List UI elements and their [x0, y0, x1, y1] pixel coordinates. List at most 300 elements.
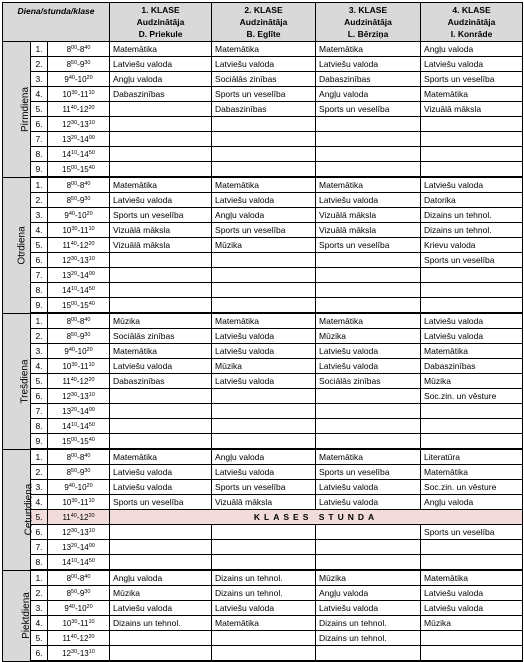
time-minutes: 40 [84, 317, 91, 323]
subject-cell: Matemātika [212, 42, 316, 57]
subject-cell: Latviešu valoda [212, 344, 316, 359]
subject-cell: Dizains un tehnol. [421, 223, 523, 238]
time-hour: 8 [66, 317, 72, 326]
time-hour: 8 [66, 589, 72, 598]
table-row [3, 404, 523, 419]
subject-cell [110, 525, 212, 540]
time-hour: 8 [66, 60, 72, 69]
subject-cell: Matemātika [212, 177, 316, 193]
lesson-number: 5. [31, 510, 48, 525]
subject-cell: Latviešu valoda [110, 359, 212, 374]
subject-cell: Latviešu valoda [316, 480, 421, 495]
subject-cell: Angļu valoda [110, 570, 212, 586]
lesson-number: 2. [31, 329, 48, 344]
lesson-time: $9^{40}-10^{20}$ [48, 601, 110, 616]
class-teacher: D. Priekule [138, 29, 183, 39]
table-row [3, 117, 523, 132]
subject-cell [316, 646, 421, 662]
subject-cell [110, 434, 212, 450]
subject-cell [110, 253, 212, 268]
lesson-number: 4. [31, 616, 48, 631]
day-name: Piektdiena [20, 592, 32, 639]
time-minutes: 00 [88, 407, 95, 413]
subject-cell: Dabaszinības [421, 359, 523, 374]
time-hour: 11 [80, 90, 89, 99]
time-minutes: 50 [71, 60, 78, 66]
subject-cell: Vizuālā māksla [316, 208, 421, 223]
subject-cell: Matemātika [110, 42, 212, 57]
time-minutes: 30 [71, 120, 78, 126]
time-hour: 14 [62, 150, 72, 159]
subject-cell [421, 631, 523, 646]
table-row [3, 434, 523, 450]
lesson-number: 6. [31, 389, 48, 404]
time-hour: 8 [79, 317, 85, 326]
subject-cell: Matemātika [110, 344, 212, 359]
corner-header: Diena/stunda/klase [3, 3, 110, 42]
subject-cell [316, 298, 421, 314]
time-minutes: 20 [88, 241, 95, 247]
lesson-number: 7. [31, 404, 48, 419]
time-minutes: 10 [88, 120, 95, 126]
table-row [3, 525, 523, 540]
subject-cell [110, 555, 212, 571]
time-hour: 13 [62, 271, 72, 280]
subject-cell: Sports un veselība [316, 102, 421, 117]
lesson-number: 1. [31, 177, 48, 193]
day-label [3, 313, 31, 449]
time-minutes: 30 [71, 498, 78, 504]
subject-cell [421, 268, 523, 283]
subject-cell: Latviešu valoda [421, 586, 523, 601]
lesson-time: $8^{00}-8^{40}$ [48, 313, 110, 329]
subject-cell [316, 117, 421, 132]
time-minutes: 00 [71, 437, 78, 443]
subject-cell: Sports un veselība [316, 465, 421, 480]
class-header-1 [110, 3, 212, 42]
subject-cell: Dabaszinības [110, 374, 212, 389]
lesson-number: 1. [31, 42, 48, 57]
class-name: 4. KLASE [452, 5, 491, 15]
time-minutes: 20 [86, 483, 93, 489]
table-row [3, 208, 523, 223]
subject-cell [316, 147, 421, 162]
timetable [2, 2, 523, 662]
lesson-number: 4. [31, 223, 48, 238]
time-hour: 10 [62, 90, 72, 99]
subject-cell: Latviešu valoda [316, 344, 421, 359]
lesson-time: $12^{30}-13^{10}$ [48, 525, 110, 540]
time-minutes: 00 [71, 301, 78, 307]
subject-cell: Latviešu valoda [212, 57, 316, 72]
time-hour: 10 [62, 498, 72, 507]
subject-cell: Dizains un tehnol. [110, 616, 212, 631]
subject-cell [212, 283, 316, 298]
day-label [3, 449, 35, 570]
time-minutes: 50 [88, 558, 95, 564]
subject-cell [316, 555, 421, 571]
time-minutes: 40 [68, 347, 75, 353]
time-hour: 10 [62, 226, 72, 235]
lesson-number: 2. [31, 193, 48, 208]
time-hour: 9 [64, 604, 69, 613]
subject-cell: Latviešu valoda [212, 193, 316, 208]
subject-cell: Vizuālā māksla [110, 238, 212, 253]
time-minutes: 30 [84, 468, 91, 474]
subject-cell [110, 102, 212, 117]
time-hour: 8 [79, 574, 85, 583]
time-minutes: 40 [70, 634, 77, 640]
class-role: Audzinātāja [239, 17, 288, 27]
time-minutes: 50 [88, 422, 95, 428]
subject-cell: Latviešu valoda [212, 374, 316, 389]
time-minutes: 40 [68, 75, 75, 81]
subject-cell [421, 283, 523, 298]
subject-cell [212, 540, 316, 555]
lesson-time: $12^{30}-13^{10}$ [48, 253, 110, 268]
lesson-number: 7. [31, 540, 48, 555]
subject-cell [110, 268, 212, 283]
subject-cell: Vizuālā māksla [212, 495, 316, 510]
lesson-time: $10^{30}-11^{10}$ [48, 616, 110, 631]
subject-cell: Matemātika [110, 177, 212, 193]
table-row [3, 268, 523, 283]
lesson-number: 3. [31, 72, 48, 87]
lesson-time: $8^{00}-8^{40}$ [48, 449, 110, 465]
subject-cell: Dabaszinības [212, 102, 316, 117]
subject-cell [212, 253, 316, 268]
time-minutes: 40 [84, 181, 91, 187]
table-row [3, 616, 523, 631]
time-hour: 11 [62, 634, 71, 643]
time-hour: 9 [64, 347, 69, 356]
time-minutes: 30 [84, 196, 91, 202]
time-minutes: 40 [84, 453, 91, 459]
subject-cell: Latviešu valoda [212, 465, 316, 480]
time-hour: 9 [79, 589, 85, 598]
lesson-time: $8^{00}-8^{40}$ [48, 177, 110, 193]
subject-cell: Mūzika [212, 359, 316, 374]
day-label [3, 177, 31, 313]
subject-cell: Latviešu valoda [316, 601, 421, 616]
lesson-number: 4. [31, 87, 48, 102]
time-hour: 12 [79, 241, 89, 250]
table-row [3, 223, 523, 238]
class-teacher: L. Bērziņa [347, 29, 389, 39]
subject-cell: Vizuālā māksla [110, 223, 212, 238]
time-hour: 13 [79, 392, 89, 401]
table-row [3, 586, 523, 601]
time-hour: 8 [79, 453, 85, 462]
table-row [3, 162, 523, 178]
time-hour: 11 [62, 377, 71, 386]
lesson-time: $11^{40}-12^{20}$ [48, 102, 110, 117]
subject-cell: Latviešu valoda [421, 177, 523, 193]
subject-cell: Matemātika [421, 570, 523, 586]
time-minutes: 30 [71, 90, 78, 96]
time-hour: 10 [77, 347, 87, 356]
time-minutes: 40 [84, 574, 91, 580]
lesson-number: 2. [31, 586, 48, 601]
class-header-2 [212, 3, 316, 42]
subject-cell: Dabaszinības [110, 87, 212, 102]
table-row [3, 465, 523, 480]
lesson-number: 6. [31, 646, 48, 662]
time-hour: 15 [62, 437, 72, 446]
class-role: Audzinātāja [344, 17, 392, 27]
time-minutes: 10 [71, 150, 78, 156]
time-minutes: 20 [86, 75, 93, 81]
subject-cell: Sports un veselība [212, 480, 316, 495]
subject-cell [212, 389, 316, 404]
time-minutes: 30 [71, 528, 78, 534]
subject-cell: Angļu valoda [316, 87, 421, 102]
subject-cell: Latviešu valoda [110, 193, 212, 208]
subject-cell: Latviešu valoda [110, 57, 212, 72]
time-minutes: 40 [88, 437, 95, 443]
subject-cell [212, 525, 316, 540]
lesson-time: $12^{30}-13^{10}$ [48, 389, 110, 404]
subject-cell [421, 147, 523, 162]
time-hour: 10 [62, 362, 72, 371]
lesson-number: 3. [31, 344, 48, 359]
time-minutes: 20 [71, 543, 78, 549]
day-label [3, 570, 31, 661]
time-minutes: 20 [86, 211, 93, 217]
table-row [3, 389, 523, 404]
day-name: Trešdiena [19, 358, 31, 404]
table-row [3, 102, 523, 117]
time-minutes: 40 [68, 604, 75, 610]
lesson-number: 1. [31, 449, 48, 465]
subject-cell: Latviešu valoda [316, 57, 421, 72]
lesson-time: $11^{40}-12^{20}$ [48, 374, 110, 389]
time-hour: 11 [80, 226, 89, 235]
time-hour: 15 [79, 437, 89, 446]
lesson-time: $14^{10}-14^{50}$ [48, 555, 110, 571]
time-hour: 9 [64, 483, 69, 492]
lesson-number: 9. [31, 298, 48, 314]
lesson-number: 8. [31, 283, 48, 298]
lesson-time: $13^{20}-14^{00}$ [48, 540, 110, 555]
subject-cell [212, 132, 316, 147]
time-minutes: 10 [88, 619, 95, 625]
table-row [3, 57, 523, 72]
subject-cell: Matemātika [212, 616, 316, 631]
subject-cell: Matemātika [316, 313, 421, 329]
table-row [3, 646, 523, 662]
time-minutes: 10 [71, 286, 78, 292]
lesson-number: 5. [31, 631, 48, 646]
subject-cell: Matemātika [421, 87, 523, 102]
time-minutes: 30 [71, 256, 78, 262]
subject-cell: Latviešu valoda [212, 329, 316, 344]
subject-cell [421, 434, 523, 450]
time-hour: 8 [66, 468, 72, 477]
subject-cell: Dabaszinības [316, 72, 421, 87]
time-minutes: 00 [88, 543, 95, 549]
lesson-number: 1. [31, 313, 48, 329]
time-hour: 14 [79, 407, 89, 416]
lesson-time: $15^{00}-15^{40}$ [48, 434, 110, 450]
time-hour: 12 [79, 634, 89, 643]
subject-cell [316, 132, 421, 147]
lesson-time: $9^{40}-10^{20}$ [48, 480, 110, 495]
subject-cell: Angļu valoda [316, 586, 421, 601]
time-hour: 8 [66, 196, 72, 205]
time-hour: 15 [62, 165, 72, 174]
table-row [3, 147, 523, 162]
table-row [3, 193, 523, 208]
day-name: Pirmdiena [20, 86, 32, 132]
subject-cell: Sports un veselība [110, 495, 212, 510]
table-row [3, 419, 523, 434]
time-minutes: 20 [71, 271, 78, 277]
subject-cell: Sociālās zinības [110, 329, 212, 344]
time-hour: 12 [79, 377, 89, 386]
subject-cell [110, 389, 212, 404]
subject-cell: Sports un veselība [421, 72, 523, 87]
lesson-number: 2. [31, 57, 48, 72]
time-hour: 14 [79, 286, 89, 295]
time-minutes: 10 [88, 392, 95, 398]
lesson-time: $11^{40}-12^{20}$ [48, 631, 110, 646]
time-minutes: 40 [70, 377, 77, 383]
day-name: Otrdiena [16, 225, 28, 265]
table-row [3, 495, 523, 510]
time-minutes: 30 [71, 619, 78, 625]
time-hour: 9 [79, 60, 85, 69]
subject-cell: Mūzika [421, 616, 523, 631]
subject-cell [212, 147, 316, 162]
time-minutes: 40 [84, 45, 91, 51]
time-hour: 11 [62, 241, 71, 250]
time-hour: 11 [62, 105, 71, 114]
time-minutes: 40 [88, 165, 95, 171]
lesson-time: $8^{50}-9^{30}$ [48, 329, 110, 344]
subject-cell [421, 162, 523, 178]
subject-cell: Sports un veselība [212, 223, 316, 238]
subject-cell [316, 389, 421, 404]
lesson-time: $9^{40}-10^{20}$ [48, 72, 110, 87]
subject-cell: Soc.zin. un vēsture [421, 389, 523, 404]
lesson-time: $8^{50}-9^{30}$ [48, 193, 110, 208]
table-row [3, 555, 523, 571]
time-minutes: 50 [71, 468, 78, 474]
subject-cell: Latviešu valoda [316, 193, 421, 208]
class-role: Audzinātāja [447, 17, 496, 27]
table-row [3, 631, 523, 646]
subject-cell: Latviešu valoda [421, 57, 523, 72]
subject-cell [110, 298, 212, 314]
subject-cell [110, 404, 212, 419]
subject-cell: Matemātika [212, 313, 316, 329]
table-row [3, 87, 523, 102]
time-minutes: 00 [71, 45, 78, 51]
time-minutes: 10 [88, 528, 95, 534]
time-minutes: 20 [86, 604, 93, 610]
time-minutes: 00 [71, 317, 78, 323]
time-hour: 14 [62, 558, 72, 567]
subject-cell: Latviešu valoda [316, 495, 421, 510]
time-hour: 13 [79, 528, 89, 537]
header-row [3, 3, 523, 42]
lesson-time: $10^{30}-11^{10}$ [48, 87, 110, 102]
subject-cell: Angļu valoda [421, 495, 523, 510]
subject-cell: Angļu valoda [421, 42, 523, 57]
time-minutes: 30 [84, 60, 91, 66]
day-name: Ceturtdiena [23, 483, 35, 536]
time-minutes: 00 [88, 271, 95, 277]
time-hour: 12 [79, 513, 89, 522]
table-row [3, 359, 523, 374]
class-header-3 [316, 3, 421, 42]
time-hour: 13 [62, 407, 72, 416]
subject-cell [421, 419, 523, 434]
time-minutes: 40 [70, 513, 77, 519]
subject-cell [212, 434, 316, 450]
lesson-time: $13^{20}-14^{00}$ [48, 132, 110, 147]
time-hour: 12 [62, 649, 72, 658]
subject-cell: Sociālās zinības [316, 374, 421, 389]
time-hour: 14 [79, 422, 89, 431]
lesson-time: $12^{30}-13^{10}$ [48, 646, 110, 662]
time-minutes: 20 [71, 407, 78, 413]
time-minutes: 20 [71, 135, 78, 141]
time-minutes: 50 [88, 150, 95, 156]
table-row [3, 480, 523, 495]
lesson-time: $8^{50}-9^{30}$ [48, 57, 110, 72]
lesson-number: 3. [31, 601, 48, 616]
time-hour: 13 [79, 649, 89, 658]
lesson-time: $8^{50}-9^{30}$ [48, 465, 110, 480]
time-minutes: 20 [88, 105, 95, 111]
subject-cell: Angļu valoda [110, 72, 212, 87]
lesson-time: $14^{10}-14^{50}$ [48, 147, 110, 162]
subject-cell: Krievu valoda [421, 238, 523, 253]
subject-cell: Datorika [421, 193, 523, 208]
subject-cell: Latviešu valoda [316, 359, 421, 374]
subject-cell [212, 555, 316, 571]
lesson-time: $13^{20}-14^{00}$ [48, 404, 110, 419]
lesson-number: 6. [31, 253, 48, 268]
lesson-number: 5. [31, 102, 48, 117]
time-hour: 12 [62, 256, 72, 265]
time-hour: 10 [62, 619, 72, 628]
lesson-number: 4. [31, 495, 48, 510]
subject-cell [212, 631, 316, 646]
lesson-time: $8^{50}-9^{30}$ [48, 586, 110, 601]
time-hour: 9 [79, 332, 85, 341]
subject-cell: Vizuālā māksla [316, 223, 421, 238]
time-minutes: 30 [71, 392, 78, 398]
time-minutes: 10 [88, 226, 95, 232]
time-hour: 8 [66, 45, 72, 54]
time-minutes: 10 [88, 362, 95, 368]
subject-cell [421, 298, 523, 314]
time-minutes: 10 [88, 90, 95, 96]
subject-cell: Dizains un tehnol. [212, 570, 316, 586]
subject-cell [212, 162, 316, 178]
subject-cell [212, 268, 316, 283]
time-minutes: 40 [68, 483, 75, 489]
subject-cell [212, 404, 316, 419]
table-row [3, 177, 523, 193]
table-row [3, 344, 523, 359]
time-hour: 10 [77, 604, 87, 613]
time-hour: 11 [80, 498, 89, 507]
time-hour: 13 [79, 256, 89, 265]
